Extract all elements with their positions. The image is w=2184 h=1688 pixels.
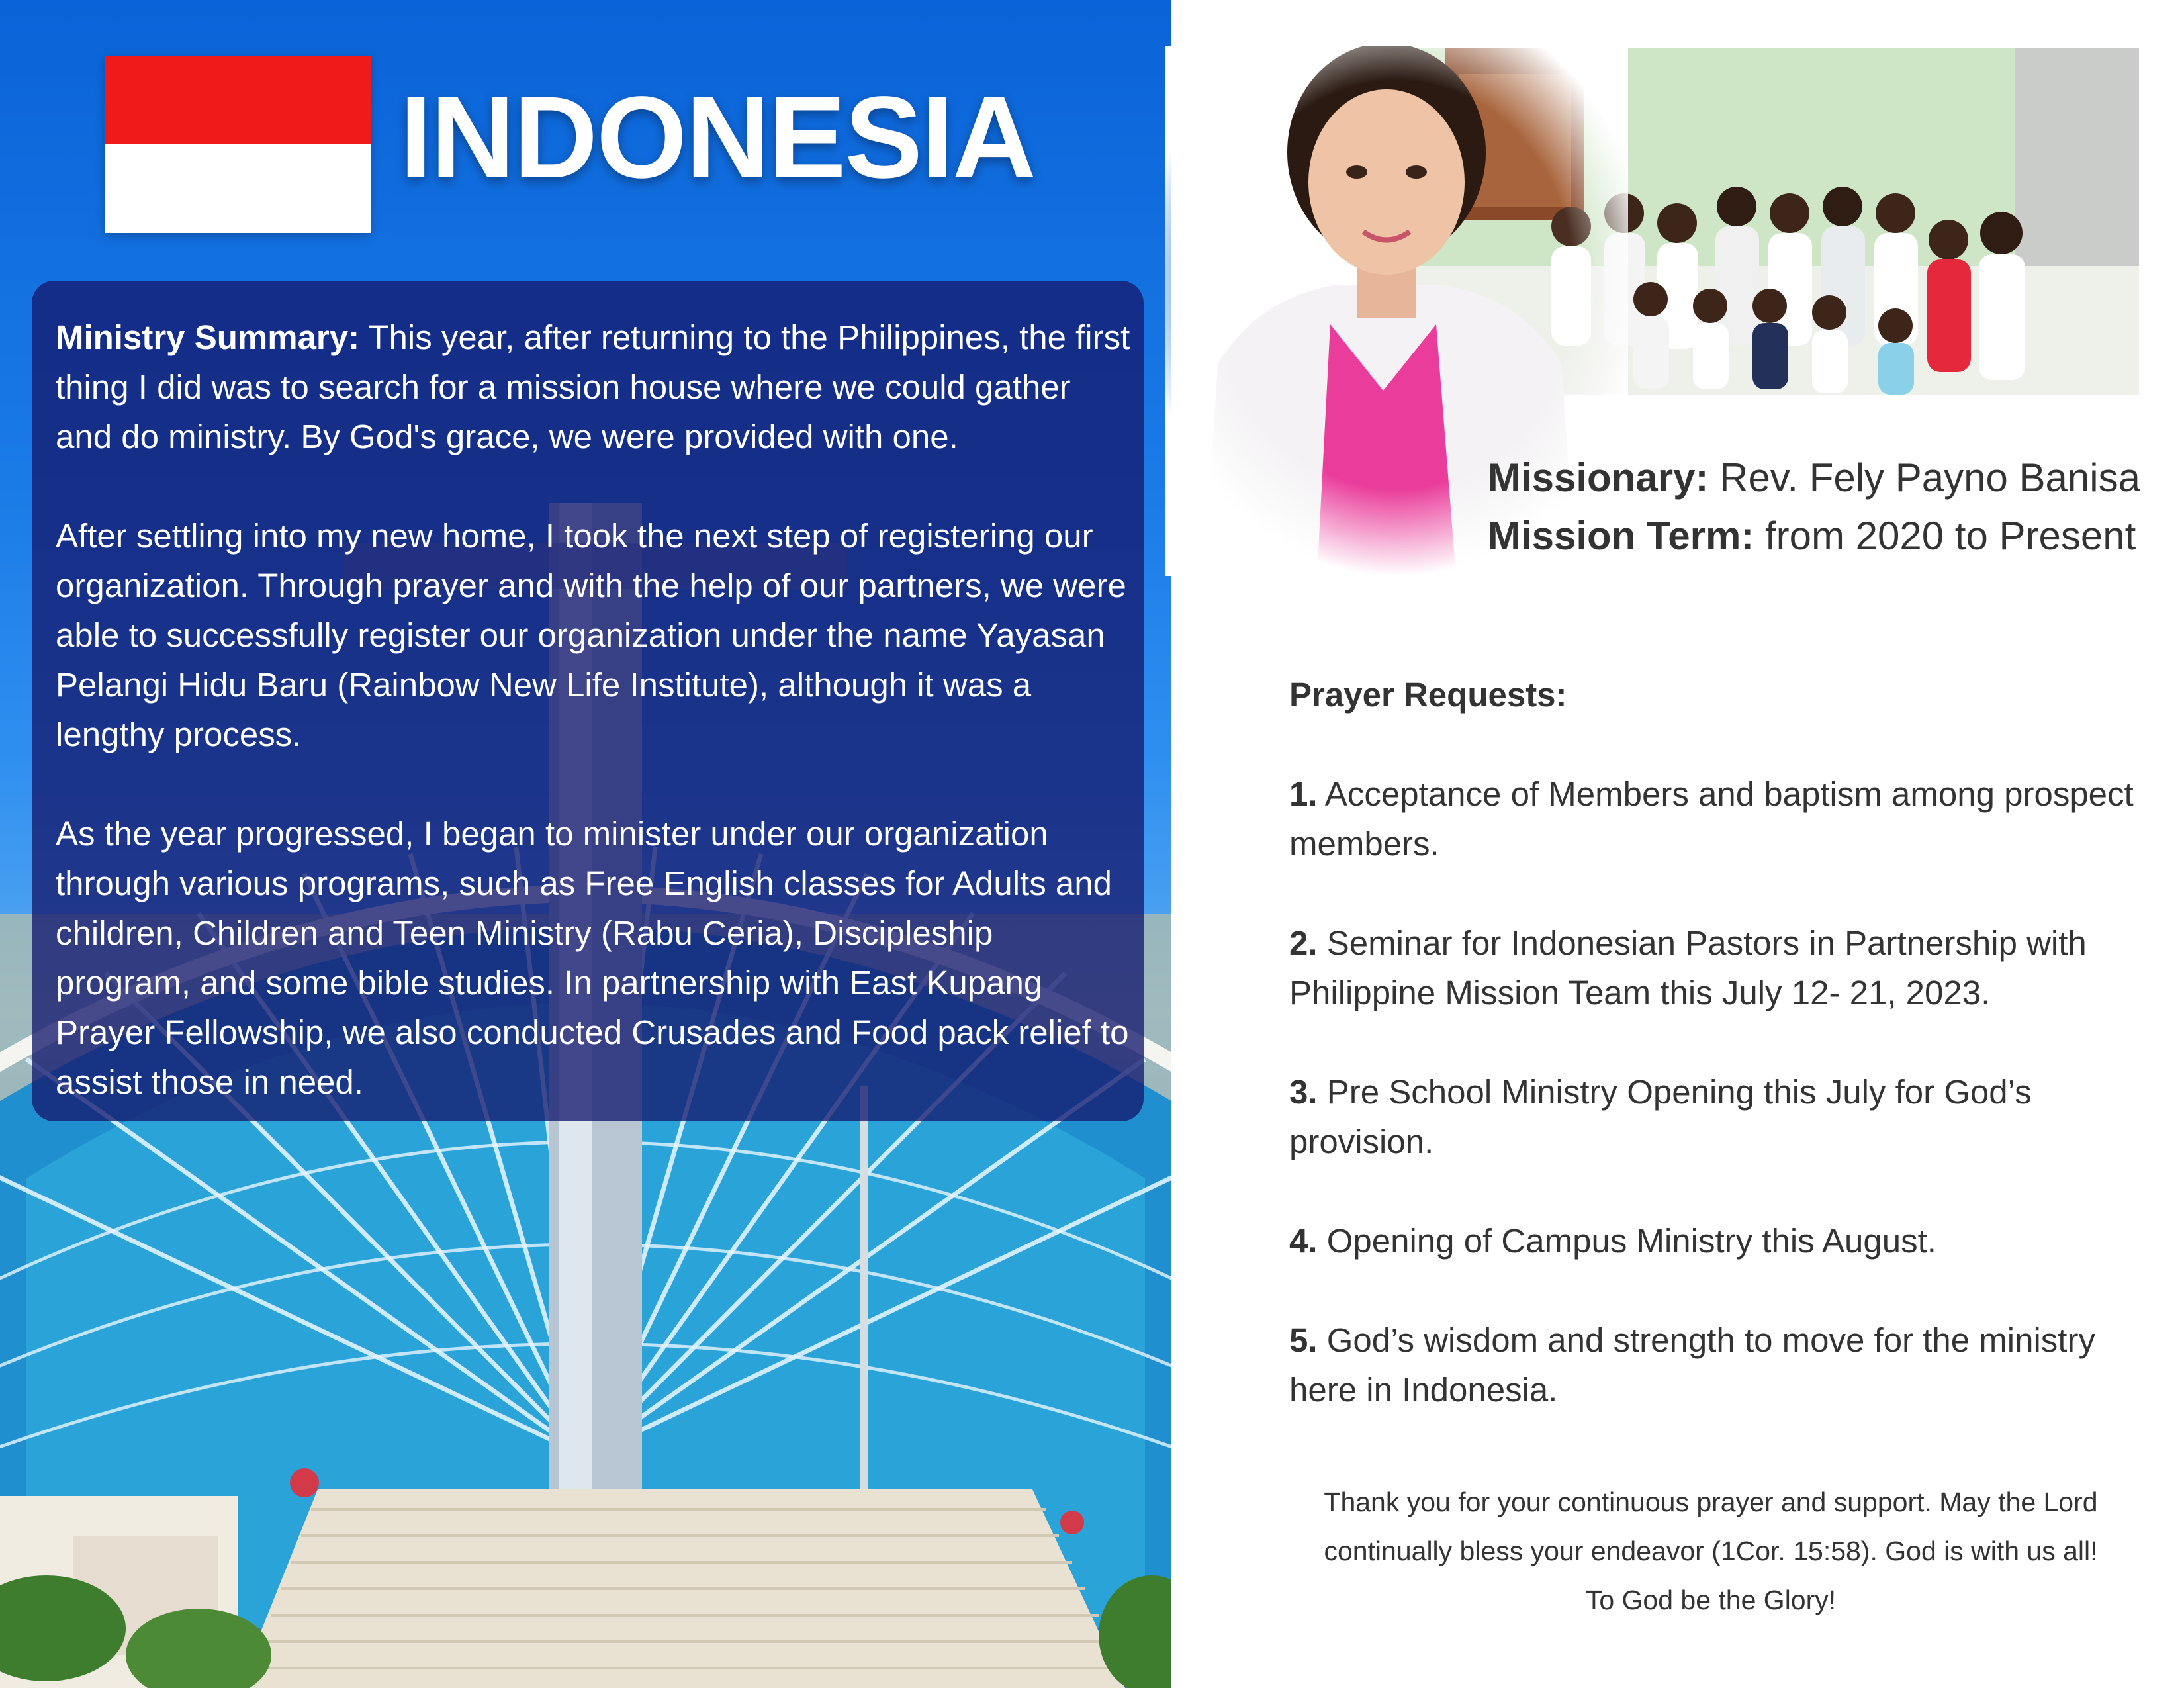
prayer-heading: Prayer Requests: <box>1289 676 1567 714</box>
prayer-item-3 <box>1289 1067 2150 1166</box>
prayer-item-text: God’s wisdom and strength to move for the ministry here in Indonesia. <box>1289 1321 2095 1409</box>
prayer-item-number: 1. <box>1289 775 1318 813</box>
closing-message <box>1284 1477 2138 1624</box>
summary-paragraph-3: As the year progressed, I began to minister under our organization through various programs, such as Free English classes for Adults and children, Children and Teen Ministry (Rabu Ceria), Discipleship program, and some bible studies. In partnership with East Kupang Prayer Fellowship, we also conducted Crusades and Food pack relief to assist those in need. <box>56 815 1129 1101</box>
prayer-item-number: 2. <box>1289 924 1318 962</box>
summary-label: Ministry Summary: <box>56 318 360 356</box>
prayer-item-text: Pre School Ministry Opening this July for God’s provision. <box>1289 1073 2032 1160</box>
summary-paragraph-1 <box>56 312 1134 461</box>
prayer-item-4 <box>1289 1216 2150 1266</box>
missionary-info <box>1488 449 2140 565</box>
summary-paragraph-2: After settling into my new home, I took the next step of registering our organization. Through prayer and with the help of our partners, we were able to successfully register our organization under the name Yayasan Pelangi Hidu Baru (Rainbow New Life Institute), although it was a lengthy process. <box>56 517 1126 753</box>
flag-white-band <box>105 144 371 233</box>
mission-term-line <box>1488 507 2140 565</box>
mission-term-label: Mission Term: <box>1488 514 1754 558</box>
country-title: INDONESIA <box>400 73 1035 203</box>
missionary-name: Rev. Fely Payno Banisa <box>1719 455 2140 500</box>
prayer-item-number: 4. <box>1289 1222 1318 1260</box>
prayer-item-text: Opening of Campus Ministry this August. <box>1326 1222 1936 1260</box>
closing-line-2: continually bless your endeavor (1Cor. 15:58). God is with us all! <box>1324 1536 2098 1566</box>
prayer-item-1 <box>1289 769 2150 868</box>
missionary-label: Missionary: <box>1488 455 1709 500</box>
mission-term: from 2020 to Present <box>1764 514 2136 558</box>
prayer-item-2 <box>1289 918 2150 1017</box>
prayer-item-number: 5. <box>1289 1321 1318 1359</box>
prayer-requests <box>1289 670 2150 1464</box>
closing-line-3: To God be the Glory! <box>1585 1585 1837 1615</box>
indonesia-flag <box>105 56 371 233</box>
ministry-summary-text <box>56 312 1134 1156</box>
flag-red-band <box>105 56 371 144</box>
closing-line-1: Thank you for your continuous prayer and support. May the Lord <box>1324 1487 2098 1517</box>
prayer-item-text: Seminar for Indonesian Pastors in Partnership with Philippine Mission Team this July 12- 21, 2023. <box>1289 924 2087 1011</box>
prayer-item-text: Acceptance of Members and baptism among prospect members. <box>1289 775 2134 863</box>
summary-p1: This year, after returning to the Philippines, the first thing I did was to search for a mission house where we could gather and do ministry. By God's grace, we were provided with one. <box>56 318 1130 455</box>
missionary-name-line <box>1488 449 2140 507</box>
prayer-item-5 <box>1289 1315 2150 1415</box>
prayer-item-number: 3. <box>1289 1073 1318 1111</box>
